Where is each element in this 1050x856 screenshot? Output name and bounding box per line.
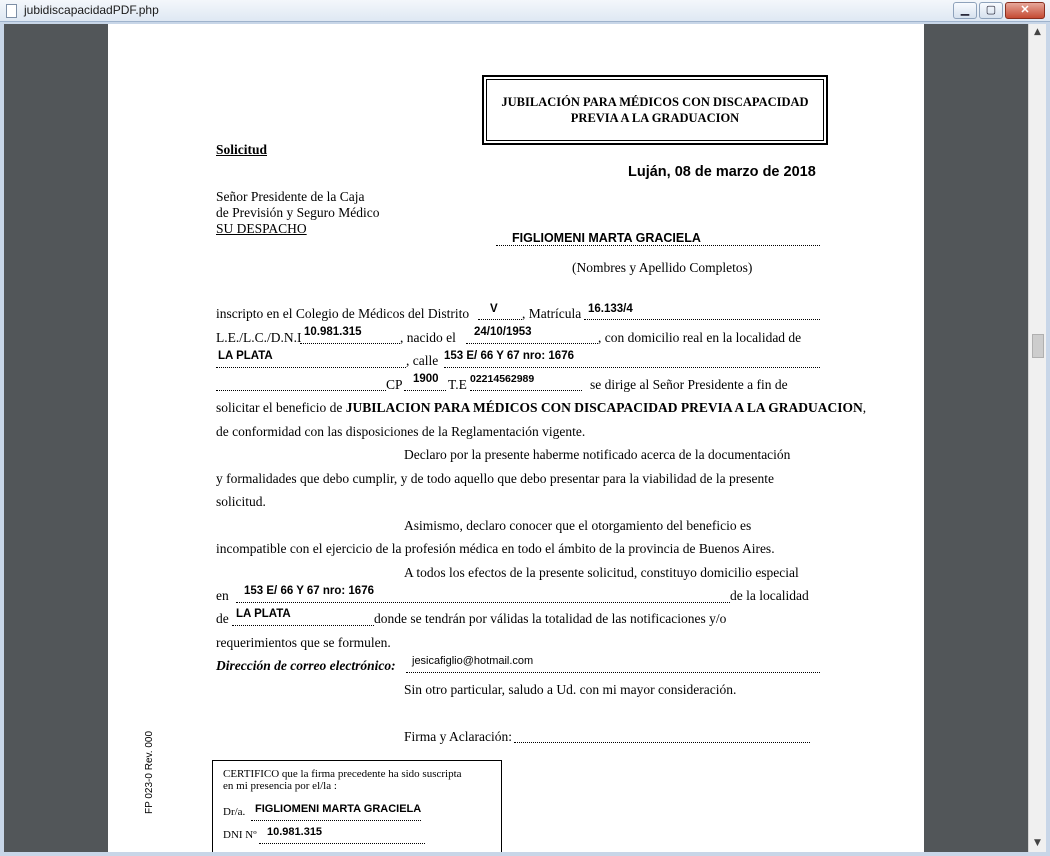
solicitar-line [216, 400, 866, 416]
scroll-up-icon[interactable]: ▲ [1034, 27, 1041, 37]
inscripto-text: inscripto en el Colegio de Médicos del Distrito [216, 306, 470, 321]
certification-box [212, 760, 502, 852]
matricula-label: , Matrícula [522, 306, 582, 321]
document-title-line1: JUBILACIÓN PARA MÉDICOS CON DISCAPACIDAD [501, 95, 809, 109]
dirige-text: se dirige al Señor Presidente a fin de [590, 377, 788, 392]
form-code: FP 023-0 Rev. 000 [144, 730, 155, 814]
localidad-label: de la localidad [730, 588, 809, 603]
address-extra-line [216, 377, 386, 391]
district-value: V [490, 303, 498, 315]
cp-label: CP [386, 377, 403, 392]
nacido-label: , nacido el [400, 330, 456, 345]
cert-line2: en mi presencia por el/la : [223, 780, 337, 792]
cp-value: 1900 [413, 373, 439, 385]
pdf-viewer [4, 24, 1028, 852]
solicitud-text: solicitud. [216, 494, 266, 509]
document-date: Luján, 08 de marzo de 2018 [628, 164, 816, 180]
document-title-line2: PREVIA A LA GRADUACION [570, 111, 740, 125]
document-icon [6, 4, 17, 18]
conformidad-text: de conformidad con las disposiciones de la Reglamentación vigente. [216, 424, 586, 439]
locality-value: LA PLATA [218, 350, 273, 362]
minimize-button[interactable]: ▁ [953, 2, 977, 19]
benefit-name: JUBILACION PARA MÉDICOS CON DISCAPACIDAD PREVIA A LA GRADUACION [345, 400, 863, 415]
requerimientos-text: requerimientos que se formulen. [216, 635, 391, 650]
dni-label: L.E./L.C./D.N.I [216, 330, 302, 345]
cert-name-value: FIGLIOMENI MARTA GRACIELA [255, 803, 422, 815]
notificaciones-text: donde se tendrán por válidas la totalidad de las notificaciones y/o [374, 611, 727, 626]
cert-line1: CERTIFICO que la firma precedente ha sido suscripta [223, 768, 462, 780]
special-locality-value: LA PLATA [236, 608, 291, 620]
cert-dni-value: 10.981.315 [267, 826, 323, 838]
document-title-box [482, 75, 828, 145]
pdf-page [108, 24, 924, 852]
vertical-scrollbar[interactable] [1028, 24, 1046, 852]
phone-value: 02214562989 [470, 373, 535, 385]
cert-dra-label: Dr/a. [223, 806, 246, 818]
window-title: jubidiscapacidadPDF.php [24, 3, 159, 17]
addressee-line3: SU DESPACHO [216, 221, 307, 236]
benefit-comma: , [862, 400, 867, 415]
street-value: 153 E/ 66 Y 67 nro: 1676 [444, 350, 574, 362]
birth-date-value: 24/10/1953 [474, 326, 532, 338]
district-line [478, 306, 522, 320]
close-button[interactable]: ✕ [1005, 2, 1045, 19]
maximize-button[interactable]: ▢ [979, 2, 1003, 19]
names-caption: (Nombres y Apellido Completos) [572, 260, 753, 275]
special-street-value: 153 E/ 66 Y 67 nro: 1676 [244, 585, 374, 597]
solicitar-text: solicitar el beneficio de [216, 400, 346, 415]
asimismo-text: Asimismo, declaro conocer que el otorgamiento del beneficio es [404, 518, 752, 533]
solicitud-heading: Solicitud [216, 142, 268, 157]
dni-value: 10.981.315 [304, 326, 362, 338]
addressee-line2: de Previsión y Seguro Médico [216, 205, 380, 220]
closing-text: Sin otro particular, saludo a Ud. con mi mayor consideración. [404, 682, 737, 697]
domicilio-label: , con domicilio real en la localidad de [598, 330, 802, 345]
full-name-value: FIGLIOMENI MARTA GRACIELA [512, 231, 701, 245]
calle-label: , calle [406, 353, 439, 368]
signature-line [514, 729, 810, 743]
efectos-text: A todos los efectos de la presente solicitud, constituyo domicilio especial [404, 565, 799, 580]
email-value: jesicafiglio@hotmail.com [412, 655, 534, 667]
addressee-line1: Señor Presidente de la Caja [216, 189, 365, 204]
window-titlebar [0, 0, 1050, 22]
declaro-text: Declaro por la presente haberme notificado acerca de la documentación [404, 447, 791, 462]
scrollbar-thumb[interactable] [1032, 334, 1044, 358]
matricula-value: 16.133/4 [588, 303, 633, 315]
incompatible-text: incompatible con el ejercicio de la profesión médica en todo el ámbito de la provincia de Buenos Aires. [216, 541, 775, 556]
scroll-down-icon[interactable]: ▼ [1034, 838, 1041, 848]
cert-dni-label: DNI Nº [223, 829, 257, 841]
email-label: Dirección de correo electrónico: [216, 658, 396, 673]
en-label: en [216, 588, 229, 603]
de-label: de [216, 611, 229, 626]
formalidades-text: y formalidades que debo cumplir, y de todo aquello que debo presentar para la viabilidad de la presente [216, 471, 775, 486]
te-label: T.E [448, 377, 467, 392]
signature-label: Firma y Aclaración: [404, 729, 512, 744]
